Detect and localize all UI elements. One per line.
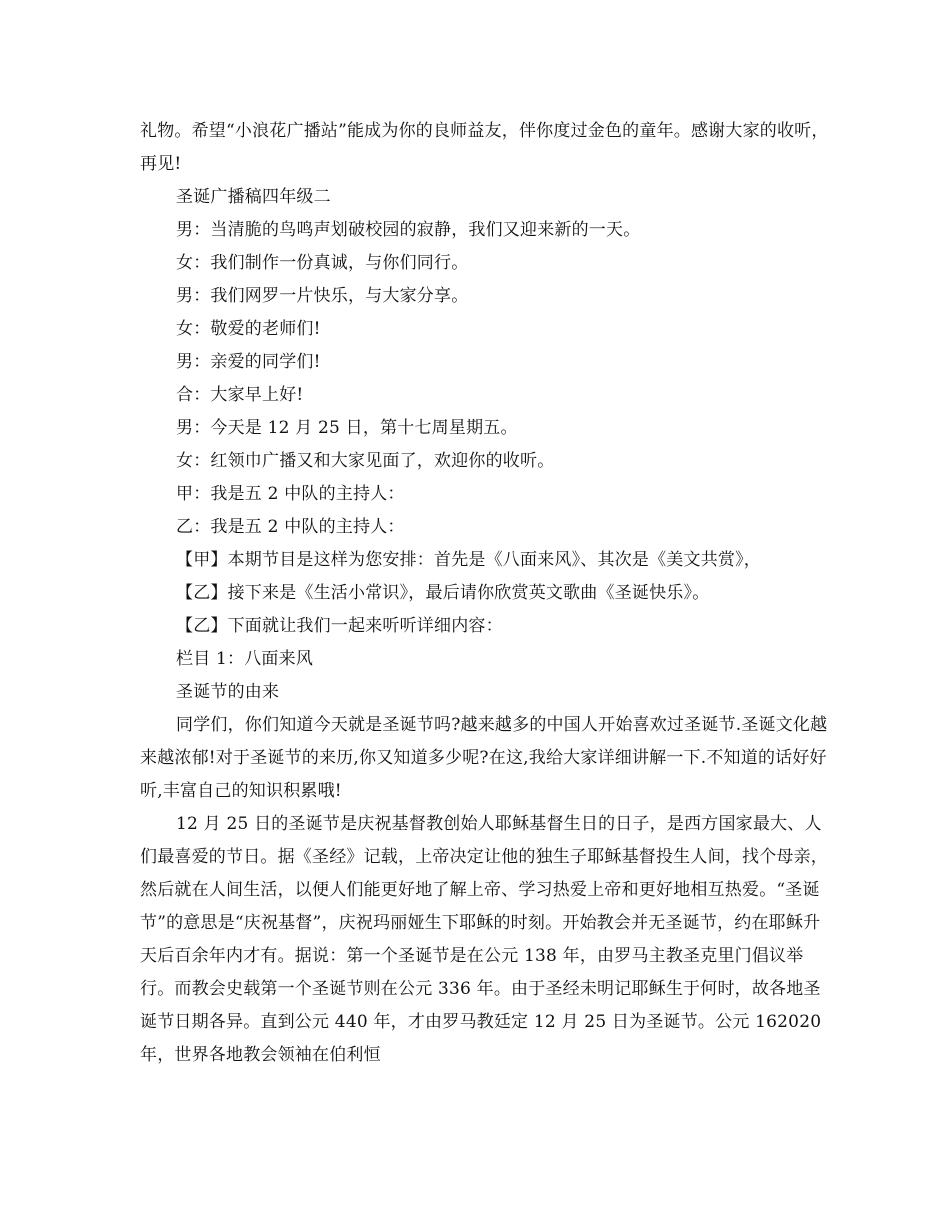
dialogue-line: 男：我们网罗一片快乐，与大家分享。: [176, 286, 469, 306]
program-arrangement-line: 【乙】下面就让我们一起来听听详细内容：: [176, 616, 503, 636]
paragraph-closing: 礼物。希望“小浪花广播站”能成为你的良师益友，伴你度过金色的童年。感谢大家的收听，再见!: [140, 121, 829, 174]
program-arrangement-line: 【甲】本期节目是这样为您安排：首先是《八面来风》、其次是《美文共赏》，: [176, 550, 761, 570]
dialogue-line: 女：红领巾广播又和大家见面了，欢迎你的收听。: [176, 451, 555, 471]
dialogue-line: 甲：我是五 2 中队的主持人：: [176, 484, 405, 504]
body-paragraph: 12 月 25 日的圣诞节是庆祝基督教创始人耶稣基督生日的日子，是西方国家最大、人们最喜爱的节日。据《圣经》记载，上帝决定让他的独生子耶稣基督投生人间，找个母亲，然后就在人间生活，以便人们能更好地了解上帝、学习热爱上帝和更好地相互热爱。“圣诞节”的意思是“庆祝基督”，庆祝玛丽娅生下耶稣的时刻。开始教会并无圣诞节，约在耶稣升天后百余年内才有。据说：第一个圣诞节是在公元 138 年，由罗马主教圣克里门倡议举行。而教会史载第一个圣诞节则在公元 336 年。由于圣经未明记耶稣生于何时，故各地圣诞节日期各异。直到公元 440 年，才由罗马教廷定 12 月 25 日为圣诞节。公元 162020 年，世界各地教会领袖在伯利恒: [140, 814, 828, 1065]
body-paragraph: 同学们，你们知道今天就是圣诞节吗?越来越多的中国人开始喜欢过圣诞节.圣诞文化越来越浓郁!对于圣诞节的来历,你又知道多少呢?在这,我给大家详细讲解一下.不知道的话好好听,丰富自己的知识积累哦!: [140, 715, 828, 801]
dialogue-line: 男：亲爱的同学们!: [176, 352, 321, 372]
dialogue-line: 男：今天是 12 月 25 日，第十七周星期五。: [176, 418, 518, 438]
dialogue-line: 女：敬爱的老师们!: [176, 319, 321, 339]
column-title: 栏目 1：八面来风: [176, 649, 314, 669]
dialogue-line: 女：我们制作一份真诚，与你们同行。: [176, 253, 469, 273]
section-title-christmas-broadcast: 圣诞广播稿四年级二: [176, 187, 331, 207]
document-body: [140, 115, 830, 1072]
program-arrangement-line: 【乙】接下来是《生活小常识》，最后请你欣赏英文歌曲《圣诞快乐》。: [176, 583, 710, 603]
dialogue-line: 男：当清脆的鸟鸣声划破校园的寂静，我们又迎来新的一天。: [176, 220, 641, 240]
topic-title: 圣诞节的由来: [176, 682, 280, 702]
dialogue-line: 合：大家早上好!: [176, 385, 304, 405]
dialogue-line: 乙：我是五 2 中队的主持人：: [176, 517, 405, 537]
